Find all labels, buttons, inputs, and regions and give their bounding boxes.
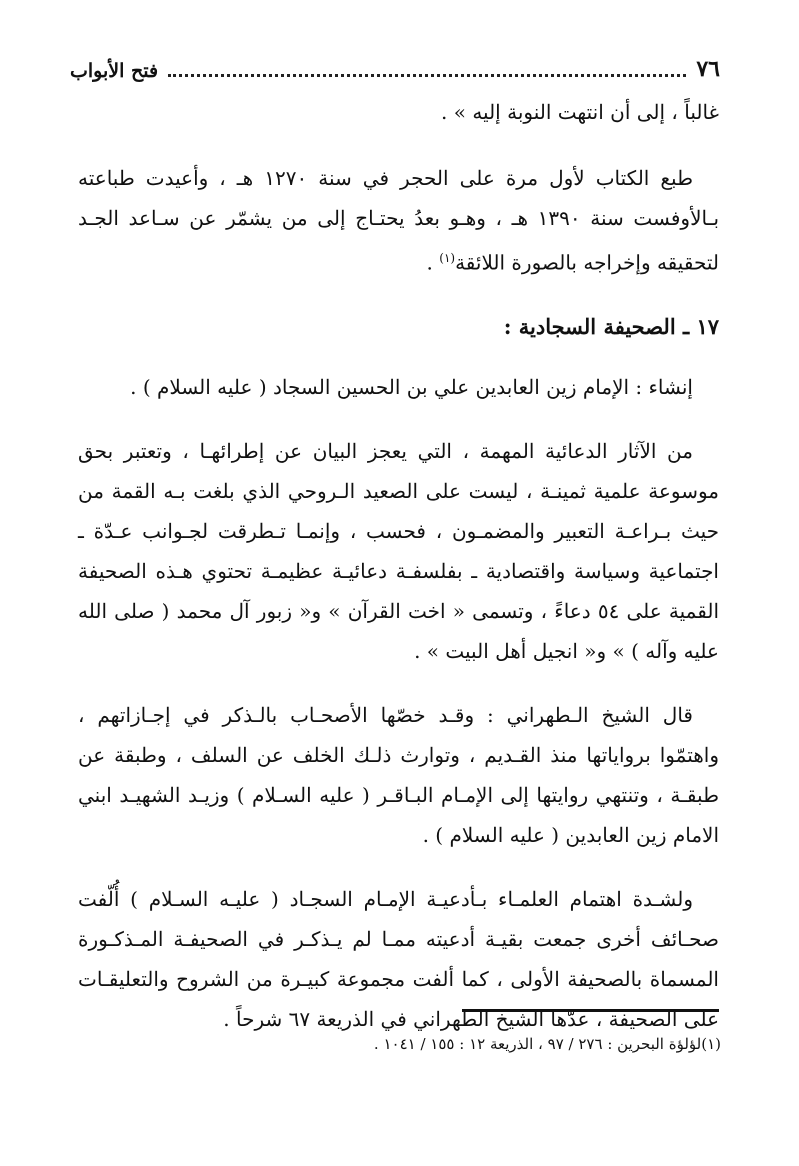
running-title: فتح الأبواب xyxy=(70,60,159,82)
page-body xyxy=(78,92,719,1063)
page-header xyxy=(70,48,720,82)
authorship-line: إنشاء : الإمام زين العابدين علي بن الحسين السجاد ( عليه السلام ) . xyxy=(130,374,693,399)
continuation-line: غالباً ، إلى أن انتهت النوبة إليه » . xyxy=(441,100,719,124)
section-heading: ١٧ ـ الصحيفة السجادية : xyxy=(503,313,719,339)
body-paragraph-2: قال الشيخ الـطهراني : وقـد خصّها الأصحـاب بالـذكر في إجـازاتهم ، واهتمّوا برواياتها منذ القـديم ، وتوارث ذلـك الخلف عن السلف ، وطبقة عن طبقـة ، وتنتهي روايتها إلى الإمـام البـاقـر ( عليه السـلام ) وزيـد الشهيـد ابني الامام زين العابدين ( عليه السلام ) . xyxy=(78,702,719,847)
page-number: ٧٦ xyxy=(696,56,720,82)
printing-paragraph-end: . xyxy=(426,250,440,275)
footnote-text: لؤلؤة البحرين : ٢٧٦ / ٩٧ ، الذريعة ١٢ : ١٥٥ / ١٠٤١ . xyxy=(373,1035,702,1053)
printing-paragraph xyxy=(78,158,719,283)
body-paragraph-1: من الآثار الدعائية المهمة ، التي يعجز البيان عن إطرائهـا ، وتعتبر بحق موسوعة علمية ثمينـة ، ليست على الصعيد الـروحي الذي بلغت بـه القمة من حيث بـراعـة التعبير والمضمـون ، فحسب ، وإنمـا تـطرقت لجـوانب عـدّة ـ اجتماعية وسياسة واقتصادية ـ بفلسفـة دعائيـة عظيمـة تحتوي هـذه الصحيفة القمية على ٥٤ دعاءً ، وتسمى « اخت القرآن » و« زبور آل محمد ( صلى الله عليه وآله ) » و« انجيل أهل البيت » . xyxy=(78,438,720,663)
footnote-separator xyxy=(462,1009,719,1012)
footnote-marker: (١) xyxy=(701,1035,721,1053)
dotted-leader xyxy=(168,56,686,77)
printing-paragraph-text: طبع الكتاب لأول مرة على الحجر في سنة ١٢٧٠ هـ ، وأعيدت طباعته بـالأوفست سنة ١٣٩٠ هـ ، وهـو بعدُ يحتـاج إلى من يشمّر عن سـاعد الجـد لتحقيقه وإخراجه بالصورة اللائقة xyxy=(78,166,720,275)
footnote-reference: (١) xyxy=(439,251,456,265)
footnote xyxy=(200,1030,721,1058)
body-paragraph-3: ولشـدة اهتمام العلمـاء بـأدعيـة الإمـام السجـاد ( عليـه السـلام ) أُلّفت صحـائف أخرى جمعت بقيـة أدعيته ممـا لم يـذكـر في الصحيفـة المـذكـورة المسماة بالصحيفة الأولى ، كما ألفت مجموعة كبيـرة من الشروح والتعليقـات على الصحيفة ، عدّها الشيخ الطهراني في الذريعة ٦٧ شرحاً . xyxy=(78,886,719,1031)
